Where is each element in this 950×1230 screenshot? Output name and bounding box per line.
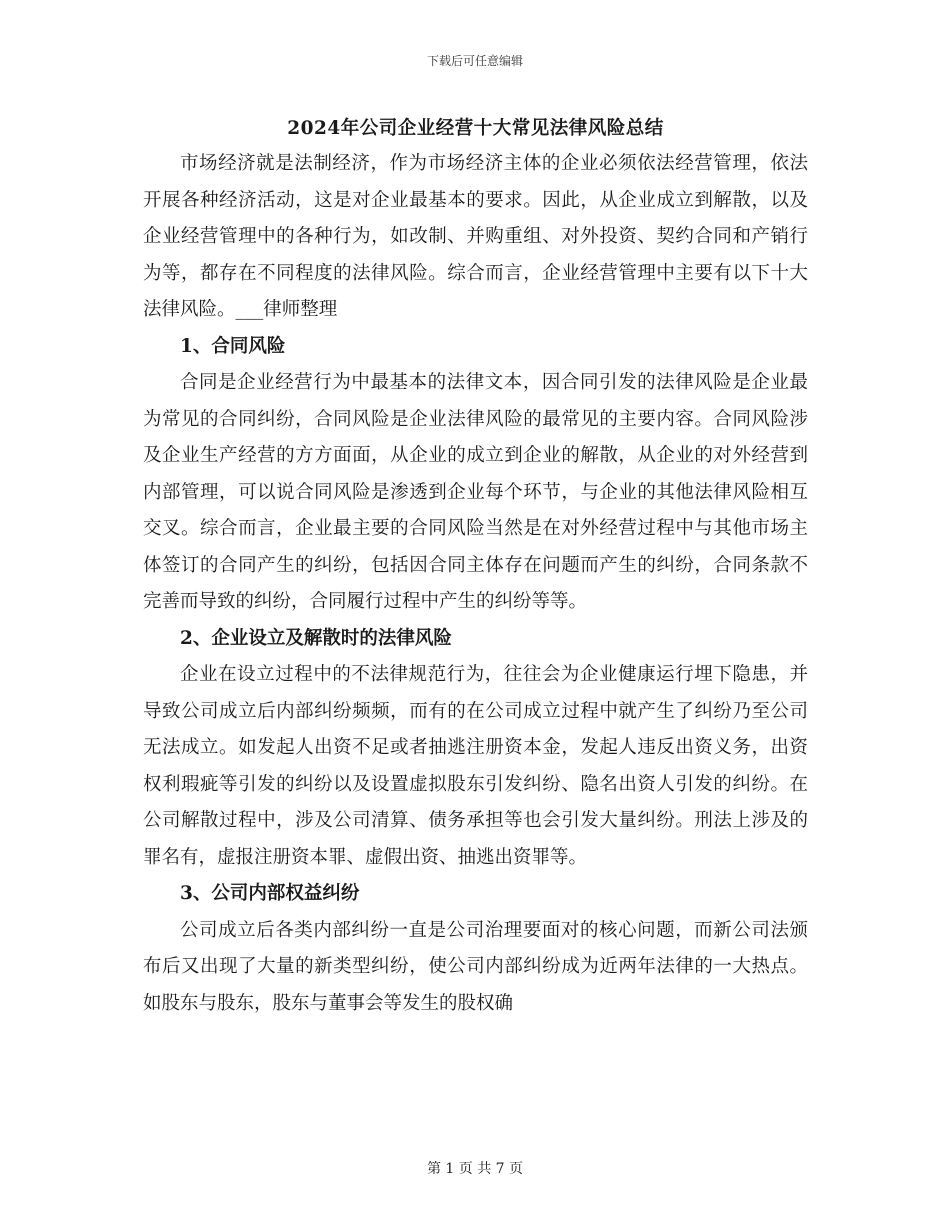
section-heading: 2、企业设立及解散时的法律风险 [180,627,452,649]
section-paragraph: 合同是企业经营行为中最基本的法律文本，因合同引发的法律风险是企业最为常见的合同纠纷，合同风险是企业法律风险的最常见的主要内容。合同风险涉及企业生产经营的方方面面，从企业的成立到企业的解散，从企业的对外经营到内部管理，可以说合同风险是渗透到企业每个环节，与企业的其他法律风险相互交叉。综合而言，企业最主要的合同风险当然是在对外经营过程中与其他市场主体签订的合同产生的纠纷，包括因合同主体存在问题而产生的纠纷，合同条款不完善而导致的纠纷，合同履行过程中产生的纠纷等等。 [143,372,808,612]
page-header-note: 下载后可任意编辑 [426,54,523,68]
page-number: 第 1 页 共 7 页 [426,1161,524,1177]
section-paragraph: 公司成立后各类内部纠纷一直是公司治理要面对的核心问题，而新公司法颁布后又出现了大量的新类型纠纷，使公司内部纠纷成为近两年法律的一大热点。如股东与股东，股东与董事会等发生的股权确 [143,919,808,1014]
section-heading: 3、公司内部权益纠纷 [180,883,360,904]
section-heading: 1、合同风险 [180,335,286,357]
section-contract-risk [143,329,808,621]
document-title: 2024年公司企业经营十大常见法律风险总结 [287,118,664,139]
section-internal-equity-disputes [143,876,808,1022]
section-establishment-dissolution-risk [143,621,808,877]
section-paragraph: 企业在设立过程中的不法律规范行为，往往会为企业健康运行埋下隐患，并导致公司成立后内部纠纷频频，而有的在公司成立过程中就产生了纠纷乃至公司无法成立。如发起人出资不足或者抽逃注册资本金，发起人违反出资义务，出资权利瑕疵等引发的纠纷以及设置虚拟股东引发纠纷、隐名出资人引发的纠纷。在公司解散过程中，涉及公司清算、债务承担等也会引发大量纠纷。刑法上涉及的罪名有，虚报注册资本罪、虚假出资、抽逃出资罪等。 [143,664,808,868]
intro-paragraph: 市场经济就是法制经济，作为市场经济主体的企业必须依法经营管理，依法开展各种经济活动，这是对企业最基本的要求。因此，从企业成立到解散，以及企业经营管理中的各种行为，如改制、并购重组、对外投资、契约合同和产销行为等，都存在不同程度的法律风险。综合而言，企业经营管理中主要有以下十大法律风险。___律师整理 [143,153,808,320]
document-body [143,112,808,1022]
